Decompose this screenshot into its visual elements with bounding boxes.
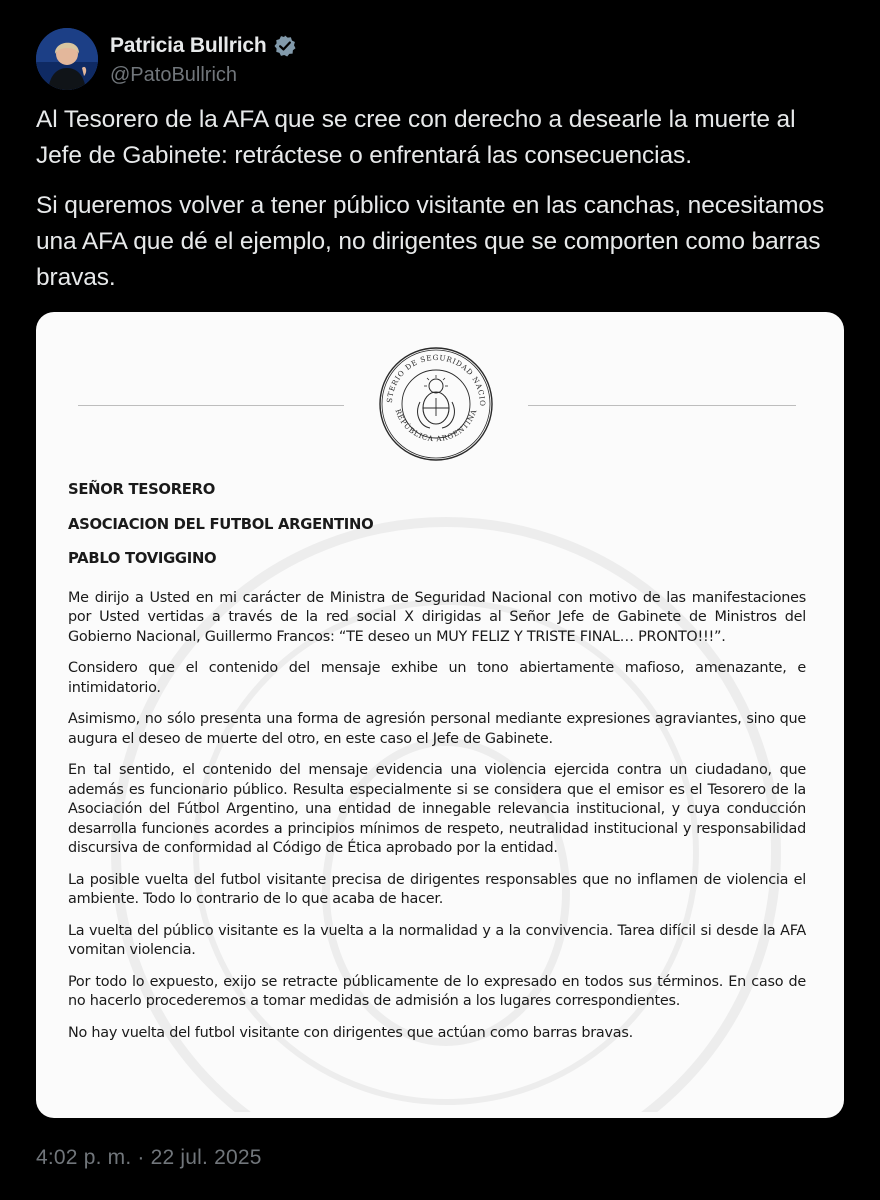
- tweet-timestamp[interactable]: 4:02 p. m. · 22 jul. 2025: [36, 1146, 262, 1169]
- letter-paragraph: Considero que el contenido del mensaje exhibe un tono abiertamente mafioso, amenazante, e intimidatorio.: [68, 660, 806, 696]
- tweet-paragraph: Al Tesorero de la AFA que se cree con derecho a desearle la muerte al Jefe de Gabinete: retráctese o enfrentará las consecuencias.: [36, 106, 796, 169]
- attached-document-image[interactable]: [36, 312, 844, 1118]
- letter-paragraph: No hay vuelta del futbol visitante con dirigentes que actúan como barras bravas.: [68, 1024, 633, 1041]
- tweet-text: [36, 102, 846, 310]
- addressee-line: SEÑOR TESORERO: [68, 481, 215, 498]
- avatar[interactable]: [36, 28, 98, 90]
- divider-left: [78, 405, 344, 406]
- ministry-seal-icon: [374, 342, 498, 466]
- letter-paragraph: En tal sentido, el contenido del mensaje evidencia una violencia ejercida contra un ciudadano, que además es funcionario público. Resulta especialmente si se considera que el emisor es el Tesorero de la Asociación del Fútbol Argentino, una entidad de innegable relevancia institucional, y cuya conducción desarrolla funciones acordes a principios mínimos de respeto, neutralidad institucional y responsabilidad discursiva de conformidad al Código de Ética aprobado por la entidad.: [68, 762, 806, 856]
- letter-paragraph: Por todo lo expuesto, exijo se retracte públicamente de lo expresado en todos sus términos. En caso de no hacerlo procederemos a tomar medidas de admisión a los lugares correspondientes.: [68, 973, 806, 1009]
- letter-body: [68, 480, 806, 1055]
- user-handle[interactable]: @PatoBullrich: [110, 64, 238, 86]
- letter-paragraph: La vuelta del público visitante es la vuelta a la normalidad y a la convivencia. Tarea difícil si desde la AFA vomitan violencia.: [68, 922, 806, 958]
- name-row: [110, 34, 297, 58]
- divider-right: [528, 405, 796, 406]
- letter-paragraph: Asimismo, no sólo presenta una forma de agresión personal mediante expresiones agraviantes, sino que augura el deseo de muerte del otro, en este caso el Jefe de Gabinete.: [68, 711, 806, 747]
- addressee-line: PABLO TOVIGGINO: [68, 550, 217, 567]
- letter-paragraph: Me dirijo a Usted en mi carácter de Ministra de Seguridad Nacional con motivo de las manifestaciones por Usted vertidas a través de la red social X dirigidas al Señor Jefe de Gabinete de Ministros del Gobierno Nacional, Guillermo Francos: “TE deseo un MUY FELIZ Y TRISTE FINAL… PRONTO!!!”.: [68, 589, 806, 645]
- display-name[interactable]: Patricia Bullrich: [110, 34, 267, 57]
- verified-badge-icon: [273, 34, 297, 58]
- svg-text:REPÚBLICA ARGENTINA: REPÚBLICA ARGENTINA: [393, 407, 479, 444]
- tweet-paragraph: Si queremos volver a tener público visitante en las canchas, necesitamos una AFA que dé el ejemplo, no dirigentes que se comporten como barras bravas.: [36, 192, 825, 291]
- addressee-line: ASOCIACION DEL FUTBOL ARGENTINO: [68, 515, 374, 533]
- svg-text:MINISTERIO DE SEGURIDAD NACION: STERIO DE SEGURIDAD NACIO: [384, 352, 488, 407]
- tweet-header: [36, 28, 836, 92]
- letter-paragraph: La posible vuelta del futbol visitante precisa de dirigentes responsables que no inflamen de violencia el ambiente. Todo lo contrario de lo que acaba de hacer.: [68, 871, 806, 907]
